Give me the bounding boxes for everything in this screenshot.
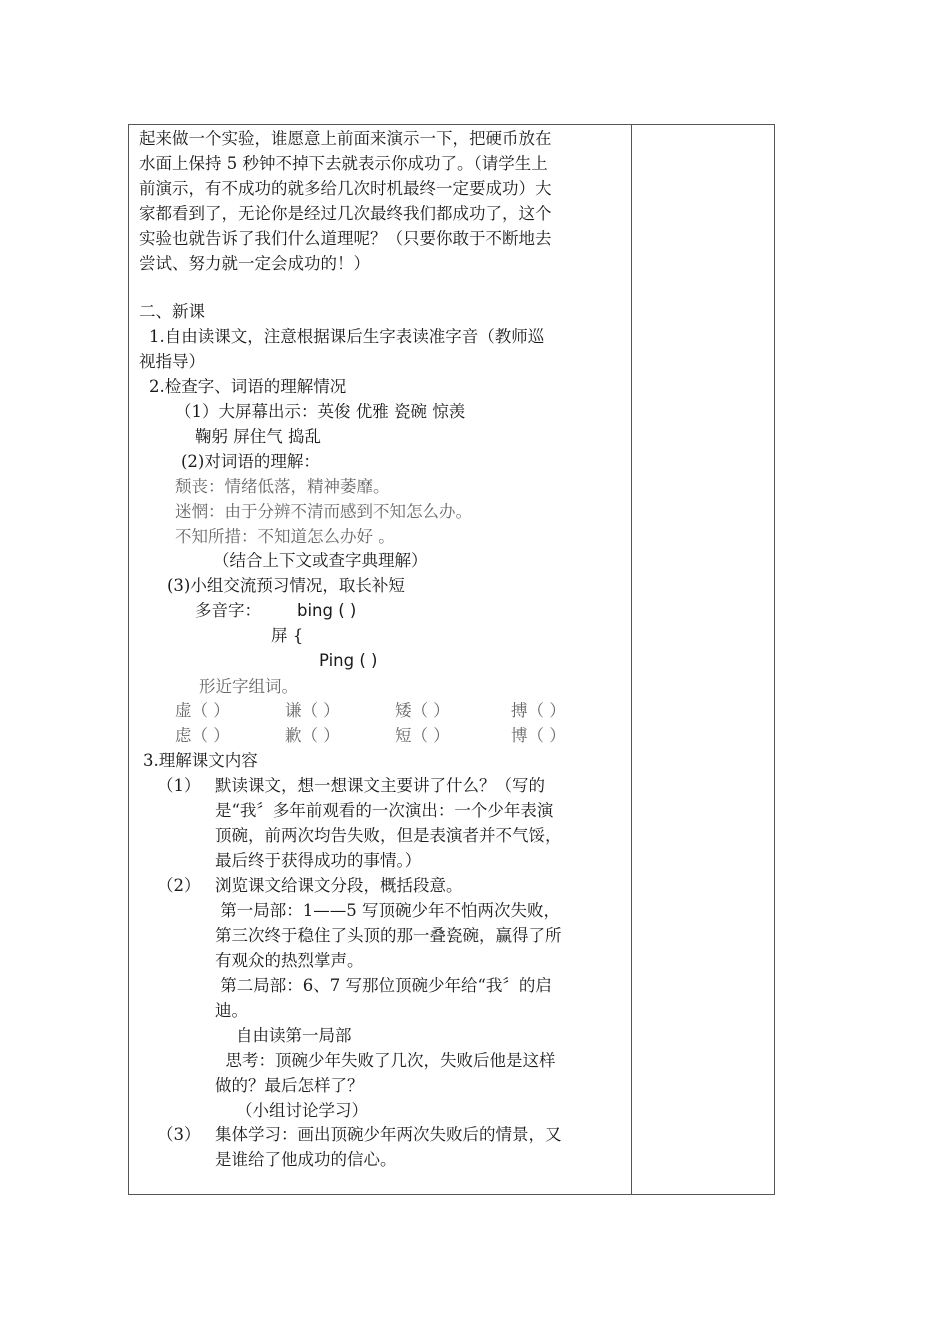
polyphone-reading: bing ( ) — [297, 601, 357, 620]
similar-char-item: 歉（ ） — [285, 726, 340, 745]
item2-line: 迪。 — [215, 1001, 248, 1020]
definition-note: （结合上下文或查字典理解） — [213, 551, 428, 570]
intro-line: 前演示，有不成功的就多给几次时机最终一定要成功）大 — [139, 179, 552, 198]
item2-line: 浏览课文给课文分段，概括段意。 — [215, 876, 463, 895]
polyphone-label: 多音字： — [195, 601, 261, 620]
step2-heading: 2.检查字、词语的理解情况 — [149, 377, 347, 396]
group-exchange-heading: (3)小组交流预习情况，取长补短 — [167, 576, 405, 595]
section-heading: 二、新课 — [139, 302, 205, 321]
item2-line: 有观众的热烈掌声。 — [215, 951, 364, 970]
vocab-line: （1）大屏幕出示：英俊 优雅 瓷碗 惊羡 — [175, 402, 466, 421]
intro-line: 家都看到了，无论你是经过几次最终我们都成功了，这个 — [139, 204, 552, 223]
item1-line: 顶碗，前两次均告失败，但是表演者并不气馁， — [215, 826, 562, 845]
similar-char-item: 博（ ） — [511, 726, 566, 745]
item-number: （2） — [157, 876, 201, 895]
step3-heading: 3.理解课文内容 — [143, 751, 258, 770]
definition: 颓丧：情绪低落，精神萎靡。 — [175, 477, 390, 496]
similar-char-item: 短（ ） — [395, 726, 450, 745]
item2-line: 思考：顶碗少年失败了几次，失败后他是这样 — [215, 1051, 556, 1070]
similar-char-item: 矮（ ） — [395, 701, 450, 720]
item-number: （1） — [157, 776, 201, 795]
intro-line: 尝试、努力就一定会成功的！） — [139, 254, 370, 273]
item3-line: 集体学习：画出顶碗少年两次失败后的情景，又 — [215, 1125, 562, 1144]
definition: 不知所措：不知道怎么办好 。 — [175, 527, 395, 546]
item2-line: 自由读第一局部 — [215, 1026, 352, 1045]
lesson-table — [128, 124, 775, 1195]
polyphone-reading: Ping ( ) — [319, 651, 378, 670]
similar-chars-label: 形近字组词。 — [199, 677, 298, 696]
step1-line: 视指导） — [139, 352, 205, 371]
item1-line: 最后终于获得成功的事情。） — [215, 851, 422, 870]
polyphone-char: 屏 { — [271, 626, 304, 645]
item2-line: 做的？最后怎样了？ — [215, 1076, 364, 1095]
similar-char-item: 虚（ ） — [175, 701, 230, 720]
item2-line: 第三次终于稳住了头顶的那一叠瓷碗，赢得了所 — [215, 926, 562, 945]
vocab-line: 鞠躬 屏住气 捣乱 — [195, 427, 321, 446]
intro-line: 起来做一个实验，谁愿意上前面来演示一下，把硬币放在 — [139, 129, 552, 148]
similar-char-item: 搏（ ） — [511, 701, 566, 720]
intro-line: 实验也就告诉了我们什么道理呢？（只要你敢于不断地去 — [139, 229, 552, 248]
vocab-heading: (2)对词语的理解： — [181, 452, 320, 471]
lesson-content-cell — [129, 125, 631, 1194]
notes-cell — [632, 125, 774, 1194]
item1-line: 是“我〞多年前观看的一次演出：一个少年表演 — [215, 801, 554, 820]
item2-line: （小组讨论学习） — [215, 1101, 368, 1120]
definition: 迷惘：由于分辨不清而感到不知怎么办。 — [175, 502, 472, 521]
item1-line: 默读课文，想一想课文主要讲了什么？（写的 — [215, 776, 545, 795]
intro-line: 水面上保持 5 秒钟不掉下去就表示你成功了。（请学生上 — [139, 154, 548, 173]
similar-char-item: 虑（ ） — [175, 726, 230, 745]
item3-line: 是谁给了他成功的信心。 — [215, 1150, 397, 1169]
item-number: （3） — [157, 1125, 201, 1144]
similar-char-item: 谦（ ） — [285, 701, 340, 720]
step1-line: 1.自由读课文，注意根据课后生字表读准字音（教师巡 — [149, 327, 545, 346]
item2-line: 第一局部：1——5 写顶碗少年不怕两次失败， — [215, 901, 560, 920]
item2-line: 第二局部：6、7 写那位顶碗少年给“我〞的启 — [215, 976, 552, 995]
